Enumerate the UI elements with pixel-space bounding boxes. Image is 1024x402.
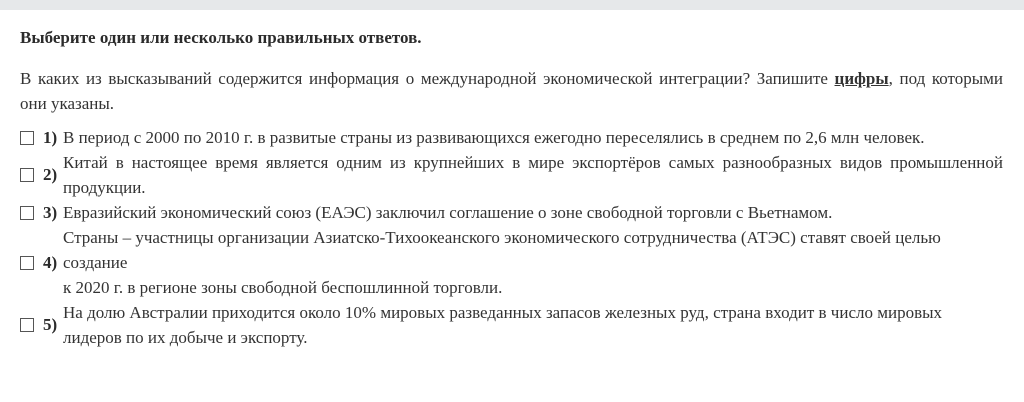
option-text-2: Китай в настоящее время является одним из крупнейших в мире экспортёров самых разнообразных видов промышленной продукции.	[63, 153, 1003, 197]
answer-option-4[interactable]	[20, 225, 1003, 300]
option-number-2: 2)	[43, 165, 58, 184]
option-number-4: 4)	[43, 252, 58, 272]
answer-option-2[interactable]	[20, 150, 1003, 200]
option-text-1: В период с 2000 по 2010 г. в развитые страны из развивающихся ежегодно переселялись в среднем по 2,6 млн человек.	[63, 128, 925, 147]
option-number-3: 3)	[43, 202, 58, 222]
task-instruction: Выберите один или несколько правильных ответов.	[20, 28, 422, 47]
answer-options	[20, 125, 1003, 350]
option-number-5: 5)	[43, 315, 58, 334]
question-text	[20, 66, 1003, 116]
option-text-3: Евразийский экономический союз (ЕАЭС) заключил соглашение о зоне свободной торговли с Вьетнамом.	[63, 203, 833, 222]
answer-option-1[interactable]	[20, 125, 1003, 150]
top-bar	[0, 0, 1024, 10]
option-text-4: Страны – участницы организации Азиатско-Тихоокеанского экономического сотрудничества (АТЭС) ставят своей целью создание к 2020 г. в регионе зоны свободной беспошлинной торговли.	[63, 228, 941, 297]
checkbox-option-1[interactable]	[20, 131, 34, 145]
answer-option-3[interactable]	[20, 200, 1003, 225]
checkbox-option-3[interactable]	[20, 206, 34, 220]
task-container	[20, 28, 1003, 350]
checkbox-option-4[interactable]	[20, 256, 34, 270]
question-text-end: , под которыми они указаны.	[20, 69, 1003, 113]
question-text-start: В каких из высказываний содержится информация о международной экономической интеграции? Запишите	[20, 69, 835, 88]
option-number-1: 1)	[43, 127, 58, 147]
question-emphasis: цифры	[834, 69, 889, 88]
checkbox-option-5[interactable]	[20, 318, 34, 332]
answer-option-5[interactable]	[20, 300, 1003, 350]
checkbox-option-2[interactable]	[20, 168, 34, 182]
option-text-5: На долю Австралии приходится около 10% мировых разведанных запасов железных руд, страна входит в число мировых лидеров по их добыче и экспорту.	[63, 303, 943, 347]
